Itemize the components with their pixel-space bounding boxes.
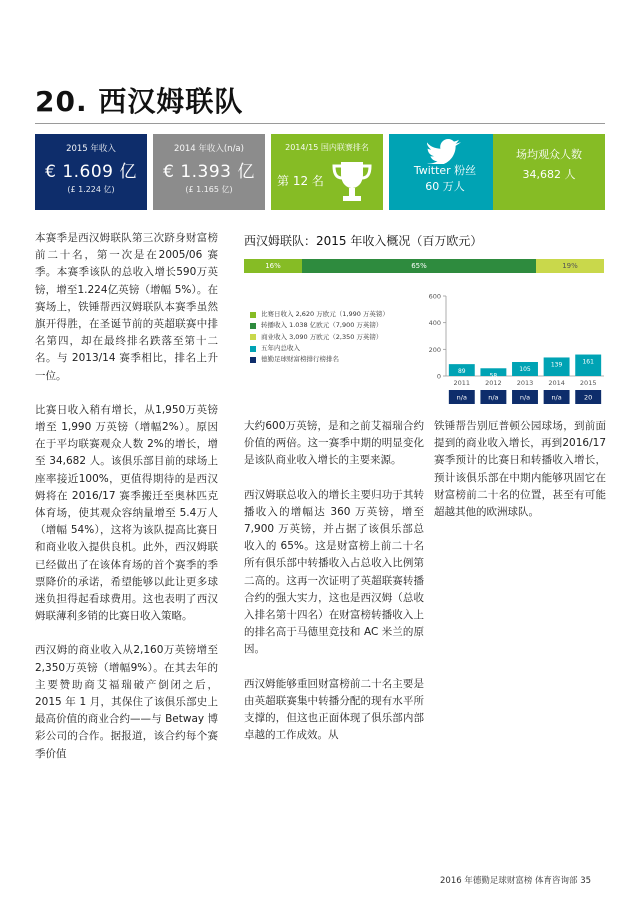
legend-item	[250, 309, 389, 320]
paragraph: 铁锤帮告别厄普顿公园球场，到前面提到的商业收入增长，再到2016/17 赛季预计的比赛日和转播收入增长，预计该俱乐部在中期内能够巩固它在财富榜前二十名的位置，甚至有可能超越其他的欧洲球队。	[434, 420, 606, 519]
chart-legend	[250, 309, 389, 365]
revenue-2014-value: € 1.393 亿	[163, 162, 255, 182]
league-rank-value: 第 12 名	[277, 174, 324, 188]
legend-item	[250, 320, 389, 331]
attendance-caption: 场均观众人数	[516, 148, 582, 161]
legend-label: 转播收入 1.038 亿欧元（7,900 万英镑）	[261, 321, 383, 330]
rank-label: n/a	[551, 393, 562, 402]
revenue-2015-value: € 1.609 亿	[45, 162, 137, 182]
legend-label: 比赛日收入 2,620 万欧元（1,990 万英镑）	[261, 310, 389, 318]
page-footer: 2016 年德勤足球财富榜 体育咨询部 35	[440, 876, 592, 886]
paragraph: 西汉姆联总收入的增长主要归功于其转播收入的增幅达 360 万英镑，增至 7,900 万英镑，并占据了该俱乐部总收入的 65%。这是财富榜上前二十名所有俱乐部中转播收入占总收入比例第二高的。这再一次证明了英超联赛转播合约的强大实力，这也是西汉姆（总收入排名第十四名）在财富榜转播收入上的排名高于马德里竞技和 AC 米兰的原因。	[244, 488, 424, 656]
legend-swatch	[250, 312, 256, 318]
y-tick-label: 600	[428, 292, 441, 301]
x-tick-label: 2015	[579, 379, 597, 387]
composition-bar-broadcast: 65%	[302, 259, 536, 273]
page-title: 20. 西汉姆联队	[35, 85, 244, 118]
revenue-2014-caption: 2014 年收入(n/a)	[174, 144, 244, 154]
legend-item	[250, 332, 389, 343]
bar-value-label: 161	[582, 358, 594, 366]
text-column-3	[434, 418, 606, 538]
rank-label: 20	[584, 393, 593, 402]
paragraph: 比赛日收入稍有增长，从1,950万英镑增至 1,990 万英镑（增幅2%）。原因在于平均联赛观众人数 2%的增长，增至 34,682 人。该俱乐部目前的球场上座率接近100%，更值得期待的是西汉姆将在 2016/17 赛季搬迁至奥林匹克体育场，使其观众容纳量增至 5.4万人（增幅 54%），这将为该队提高比赛日和商业收入提供良机。此外，西汉姆联已经做出了在该体育场的首个赛季的季票降价的承诺，希望能够以此让更多球迷负担得起看球费用。这也表明了西汉姆联薄利多销的比赛日收入策略。	[35, 403, 218, 623]
text-column-2	[244, 418, 424, 761]
attendance-tile	[493, 134, 605, 210]
y-tick-label: 0	[436, 372, 441, 381]
legend-swatch	[250, 323, 256, 329]
revenue-2015-tile	[35, 134, 147, 210]
legend-swatch	[250, 346, 256, 352]
y-tick-label: 400	[428, 319, 441, 328]
revenue-2014-tile	[153, 134, 265, 210]
legend-swatch	[250, 357, 256, 363]
legend-label: 德勤足球财富榜排行榜排名	[261, 355, 339, 364]
paragraph: 大约600万英镑，是和之前艾福瑞合约价值的两倍。这一赛季中期的明显变化是该队商业收入增长的主要来源。	[244, 420, 424, 467]
league-rank-tile	[271, 134, 383, 210]
composition-bar-commercial: 19%	[536, 259, 604, 273]
legend-swatch	[250, 334, 256, 340]
revenue-2015-sub: (£ 1.224 亿)	[67, 185, 115, 194]
text-column-1	[35, 230, 218, 780]
paragraph: 西汉姆的商业收入从2,160万英镑增至2,350万英镑（增幅9%）。在其去年的主要赞助商艾福瑞破产倒闭之后，2015 年 1 月，其保住了该俱乐部史上最高价值的商业合约——与 Betway 博彩公司的合作。据报道，该合约每个赛季价值	[35, 644, 218, 760]
revenue-2014-sub: (£ 1.165 亿)	[185, 185, 233, 194]
rank-label: n/a	[488, 393, 499, 402]
title-divider	[35, 123, 605, 124]
bar-value-label: 58	[489, 372, 498, 380]
revenue-2015-caption: 2015 年收入	[66, 144, 116, 154]
bar-value-label: 139	[550, 361, 563, 369]
legend-label: 五年内总收入	[261, 343, 300, 352]
x-tick-label: 2013	[516, 379, 534, 387]
paragraph: 本赛季是西汉姆联队第三次跻身财富榜前二十名，第一次是在2005/06 赛季。本赛季该队的总收入增长590万英镑，增至1.224亿英镑（增幅 5%）。在赛场上，铁锤帮西汉姆联队本赛季虽然旗开得胜，在圣诞节前的英超联赛中排名第四，却在最终排名跌落至第十二名。与 2013/14 赛季相比，排名上升一位。	[35, 232, 218, 382]
x-tick-label: 2011	[453, 379, 471, 387]
twitter-caption: Twitter 粉丝	[413, 164, 477, 177]
legend-item	[250, 354, 389, 365]
revenue-bar-chart	[420, 290, 606, 412]
twitter-value: 60 万人	[425, 180, 465, 193]
trophy-icon	[329, 158, 375, 206]
rank-label: n/a	[456, 393, 467, 402]
bar-value-label: 89	[457, 368, 466, 376]
twitter-bird-icon	[427, 138, 463, 164]
composition-bar-matchday: 16%	[244, 259, 302, 273]
attendance-value: 34,682 人	[522, 168, 576, 181]
paragraph: 西汉姆能够重回财富榜前二十名主要是由英超联赛集中转播分配的现有水平所支撑的，但这也正面体现了俱乐部内部卓越的工作成效。从	[244, 677, 424, 742]
legend-label: 商业收入 3,090 万欧元（2,350 万英镑）	[261, 332, 383, 341]
x-tick-label: 2012	[485, 379, 502, 387]
league-rank-caption: 2014/15 国内联赛排名	[285, 143, 369, 152]
chart-title: 西汉姆联队：2015 年收入概况（百万欧元）	[244, 234, 483, 248]
rank-label: n/a	[519, 393, 531, 402]
x-tick-label: 2014	[548, 379, 565, 387]
y-tick-label: 200	[428, 345, 441, 354]
legend-item	[250, 343, 389, 354]
twitter-tile	[389, 134, 501, 210]
bar-value-label: 105	[519, 366, 531, 373]
